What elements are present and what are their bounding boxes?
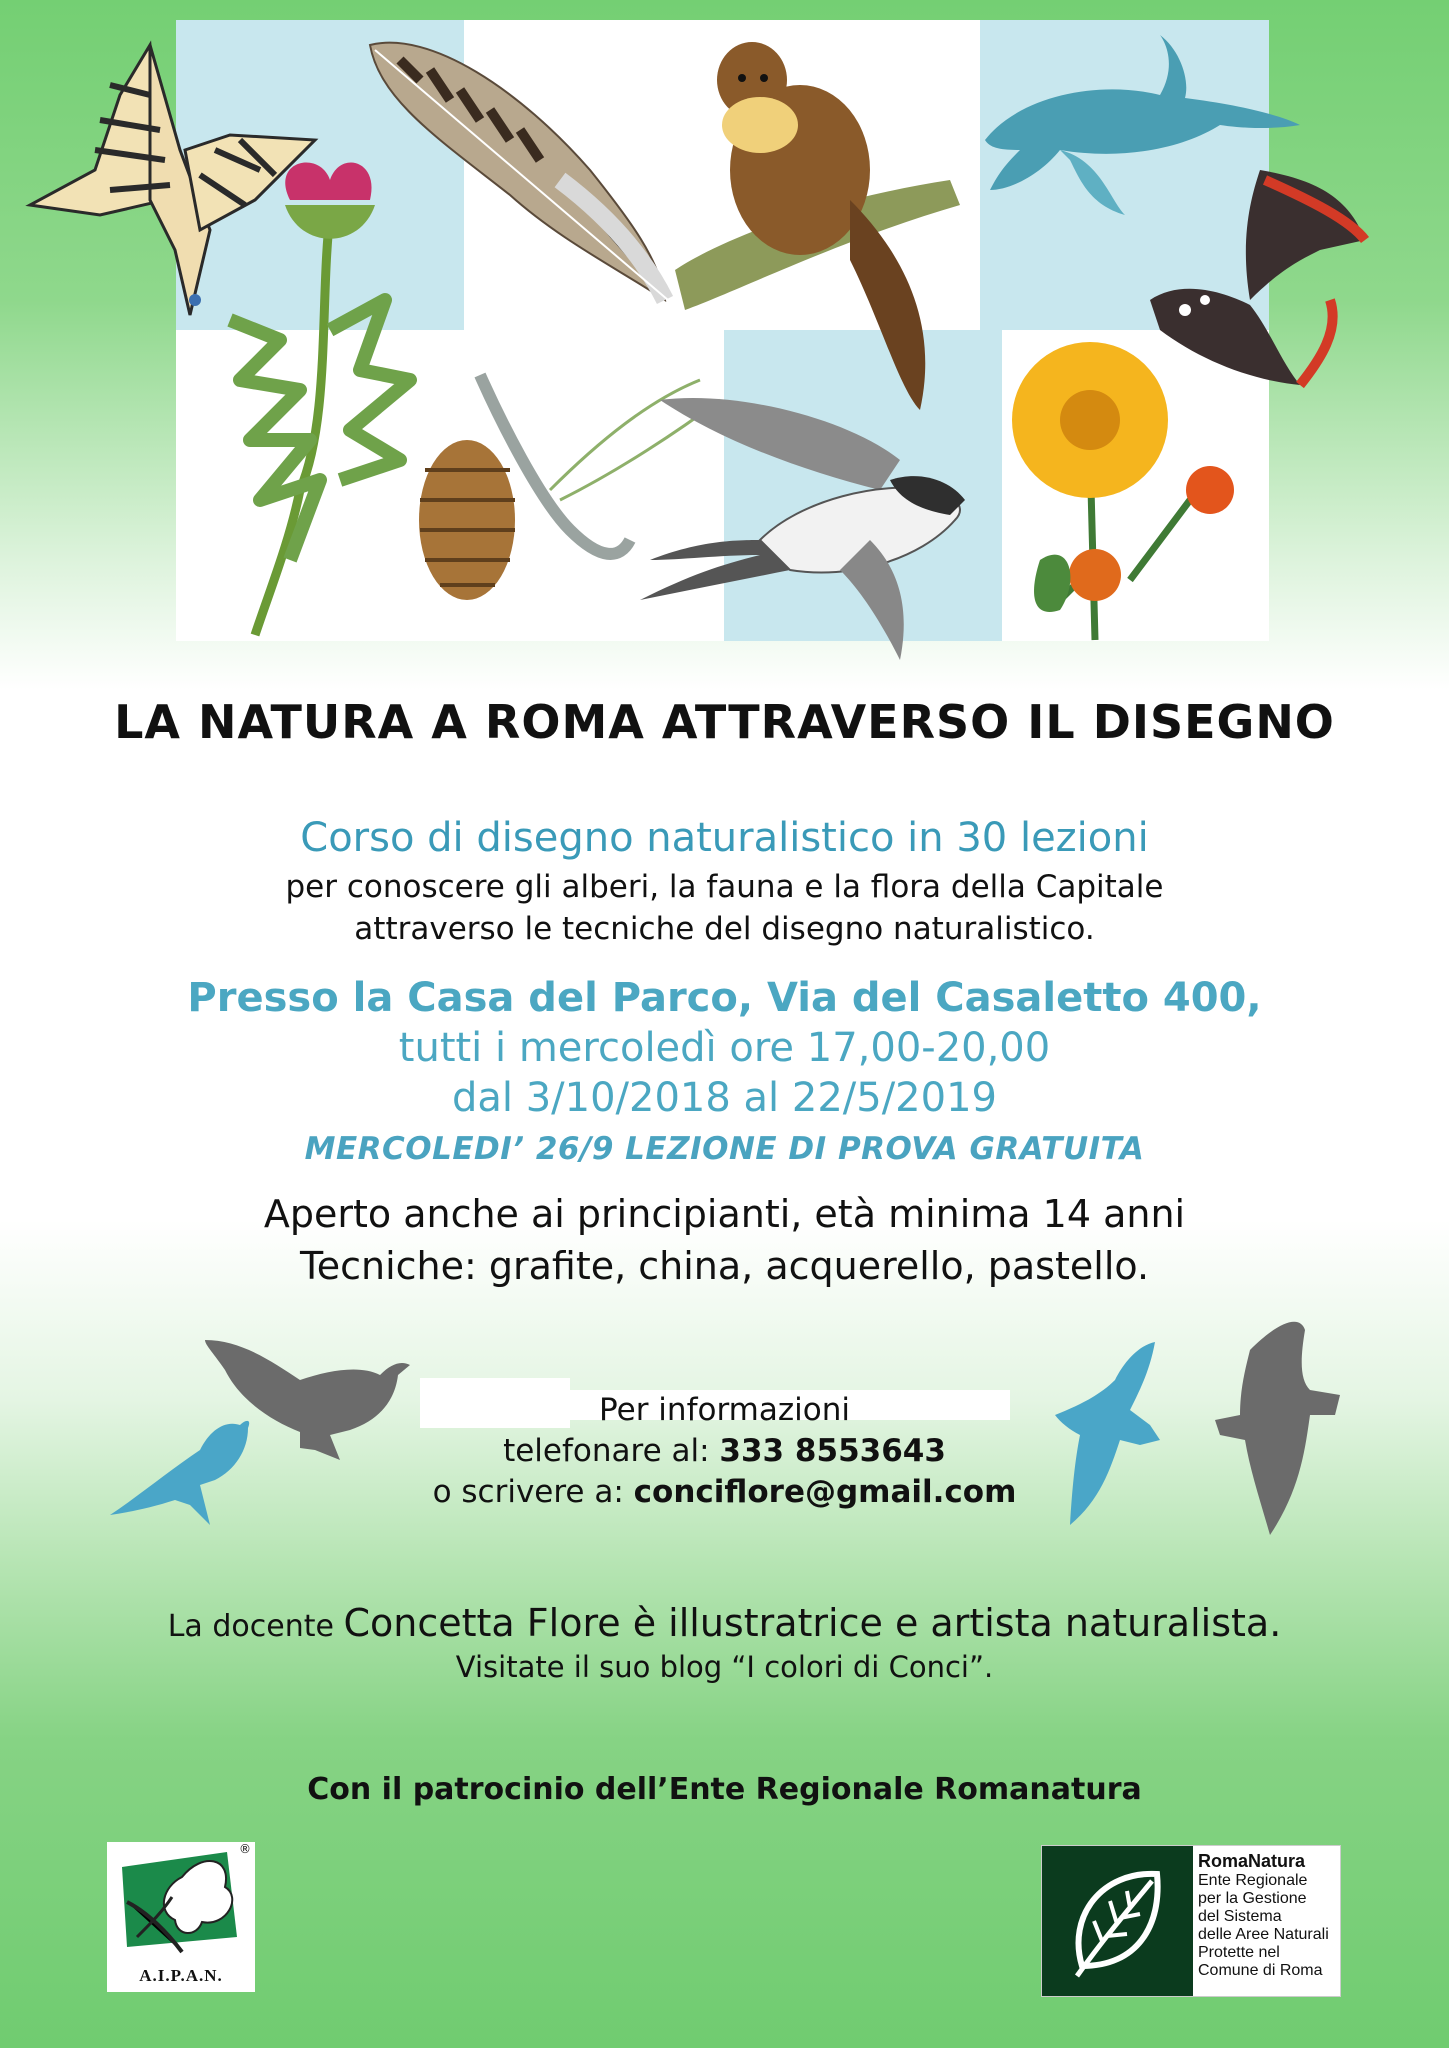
location-schedule: tutti i mercoledì ore 17,00-20,00 — [398, 1025, 1051, 1071]
red-admiral-butterfly-icon — [1150, 170, 1365, 385]
email-label: o scrivere a: — [432, 1474, 634, 1510]
course-description-line: attraverso le tecniche del disegno naturalistico. — [354, 911, 1095, 947]
romanatura-desc-line: del Sistema — [1198, 1908, 1282, 1925]
aipan-registered-mark: ® — [239, 1842, 251, 1856]
teacher-info — [0, 1601, 1449, 1645]
collage-drawings — [0, 0, 1449, 680]
course-description-line: per conoscere gli alberi, la fauna e la flora della Capitale — [285, 869, 1164, 905]
contact-email-line — [0, 1472, 1449, 1513]
aipan-mark-icon — [107, 1842, 255, 1962]
requirements — [0, 1188, 1449, 1292]
romanatura-mark — [1042, 1846, 1193, 1996]
location-dates: dal 3/10/2018 al 22/5/2019 — [452, 1075, 997, 1121]
course-heading: Corso di disegno naturalistico in 30 lezioni — [300, 815, 1149, 861]
dolphin-icon — [985, 35, 1300, 215]
requirements-age: Aperto anche ai principianti, età minima 14 anni — [263, 1192, 1186, 1236]
aipan-caption: A.I.P.A.N. — [139, 1966, 223, 1985]
course-description — [0, 866, 1449, 950]
teacher-description: Concetta Flore è illustratrice e artista naturalista. — [343, 1601, 1282, 1645]
calendula-icon — [1012, 342, 1234, 640]
romanatura-desc-line: Protette nel — [1198, 1944, 1280, 1961]
phone-number[interactable]: 333 8553643 — [719, 1433, 946, 1469]
contact-info — [0, 1390, 1449, 1513]
trial-lesson: MERCOLEDI’ 26/9 LEZIONE DI PROVA GRATUITA — [304, 1131, 1145, 1167]
romanatura-logo — [1041, 1845, 1341, 1997]
poster-title: LA NATURA A ROMA ATTRAVERSO IL DISEGNO — [114, 695, 1335, 749]
requirements-techniques: Tecniche: grafite, china, acquerello, pastello. — [299, 1244, 1150, 1288]
phone-label: telefonare al: — [503, 1433, 720, 1469]
romanatura-text — [1198, 1850, 1338, 1980]
romanatura-desc-line: Comune di Roma — [1198, 1962, 1323, 1979]
aipan-logo — [107, 1842, 255, 1992]
romanatura-desc-line: delle Aree Naturali — [1198, 1926, 1329, 1943]
pine-marten-icon — [675, 42, 960, 410]
teacher-prefix: La docente — [167, 1609, 344, 1644]
swallow-icon — [640, 398, 965, 660]
swallowtail-butterfly-icon — [30, 45, 315, 315]
leaf-icon — [1042, 1846, 1193, 1996]
feather-icon — [370, 43, 668, 300]
location-details — [0, 973, 1449, 1123]
blog-mention: Visitate il suo blog “I colori di Conci”. — [455, 1650, 994, 1684]
romanatura-desc-line: per la Gestione — [1198, 1890, 1307, 1907]
contact-heading: Per informazioni — [599, 1392, 850, 1428]
contact-phone-line — [0, 1431, 1449, 1472]
romanatura-name: RomaNatura — [1198, 1851, 1306, 1871]
thistle-icon — [230, 163, 410, 635]
location-address: Presso la Casa del Parco, Via del Casaletto 400, — [187, 975, 1262, 1021]
patronage: Con il patrocinio dell’Ente Regionale Romanatura — [307, 1772, 1142, 1807]
email-address[interactable]: conciflore@gmail.com — [633, 1474, 1017, 1510]
romanatura-desc-line: Ente Regionale — [1198, 1872, 1308, 1889]
